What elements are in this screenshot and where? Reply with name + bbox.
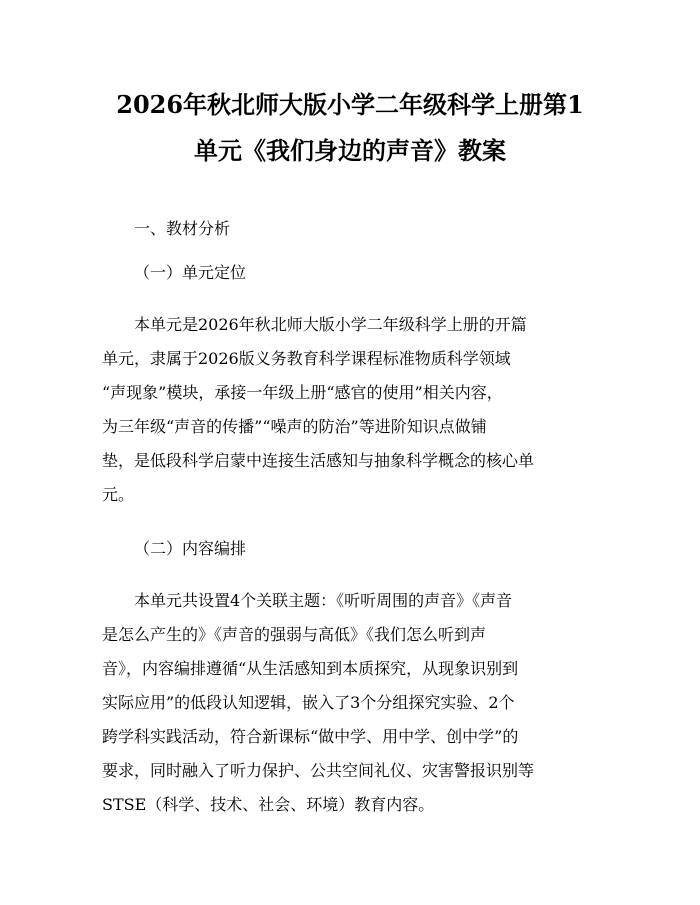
subsection-heading-content-arrangement: （二）内容编排 [134, 539, 247, 558]
paragraph-line: 为三年级“声音的传播”“噪声的防治”等进阶知识点做铺 [102, 417, 487, 436]
subsection-heading-unit-positioning: （一）单元定位 [134, 263, 247, 282]
paragraph-line: 音》，内容编排遵循“从生活感知到本质探究，从现象识别到 [102, 659, 519, 678]
paragraph-line: 要求，同时融入了听力保护、公共空间礼仪、灾害警报识别等 [102, 761, 535, 780]
paragraph-line: 元。 [102, 485, 135, 504]
section-heading-teaching-material-analysis: 一、教材分析 [134, 219, 231, 238]
title-line-2: 单元《我们身边的声音》教案 [194, 136, 506, 165]
paragraph-line: 垫，是低段科学启蒙中连接生活感知与抽象科学概念的核心单 [102, 451, 535, 470]
title-line-1: 2026年秋北师大版小学二年级科学上册第1 [116, 90, 584, 119]
document-title [102, 82, 598, 174]
paragraph-line: 本单元是2026年秋北师大版小学二年级科学上册的开篇 [134, 315, 527, 334]
paragraph-line: 跨学科实践活动，符合新课标“做中学、用中学、创中学”的 [102, 727, 519, 746]
paragraph-unit-positioning [102, 308, 598, 512]
paragraph-line: 本单元共设置4个关联主题：《听听周围的声音》《声音 [134, 591, 513, 610]
paragraph-line: 单元，隶属于2026版义务教育科学课程标准物质科学领域 [102, 349, 511, 368]
paragraph-content-arrangement [102, 584, 598, 822]
paragraph-line: “声现象”模块，承接一年级上册“感官的使用”相关内容， [102, 383, 503, 402]
paragraph-line: 实际应用”的低段认知逻辑，嵌入了3个分组探究实验、2个 [102, 693, 515, 712]
paragraph-line: 是怎么产生的》《声音的强弱与高低》《我们怎么听到声 [102, 625, 487, 644]
paragraph-line: STSE（科学、技术、社会、环境）教育内容。 [102, 795, 435, 814]
